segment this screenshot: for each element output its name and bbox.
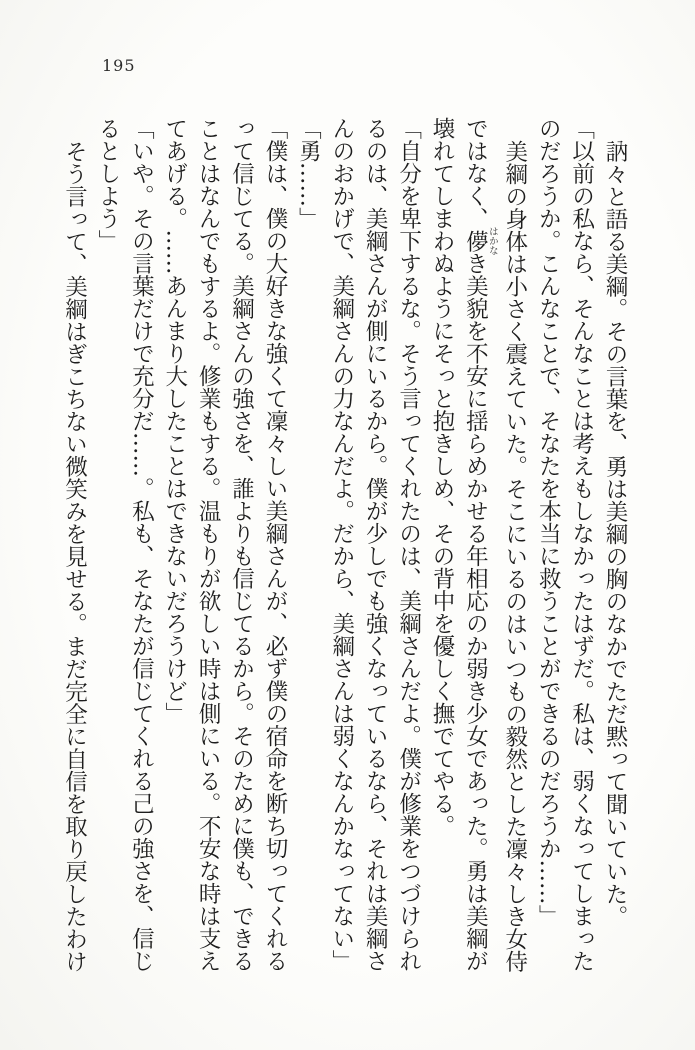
text-column: ではなく、儚はかなき美貌を不安に揺らめかせる年相応のか弱き少女であった。勇は美綱が xyxy=(462,117,498,972)
text-column: 「いや。その言葉だけで充分だ……。私も、そなたが信じてくれる己の強さを、信じ xyxy=(128,117,155,972)
text-column: るのは、美綱さんが側にいるから。僕が少しでも強くなっているなら、それは美綱さ xyxy=(362,117,389,972)
text-column: んのおかげで、美綱さんの力なんだよ。だから、美綱さんは弱くなんかなってない」 xyxy=(328,117,355,972)
text-column: 壊れてしまわぬようにそっと抱きしめ、その背中を優しく撫でてやる。 xyxy=(428,117,455,837)
text-column: 「勇……」 xyxy=(295,117,322,230)
page-number: 195 xyxy=(102,56,136,75)
text-column: るとしよう」 xyxy=(94,117,121,252)
text-column: 訥々と語る美綱。その言葉を、勇は美綱の胸のなかでただ黙って聞いていた。 xyxy=(602,139,628,927)
text-block xyxy=(57,117,631,979)
furigana-ruby: 儚はかな xyxy=(462,226,498,255)
text-column: のだろうか。こんなことで、そなたを本当に救うことができるのだろうか……」 xyxy=(535,117,562,927)
text-column: てあげる。……あんまり大したことはできないだろうけど」 xyxy=(161,117,188,725)
text-column: って信じてる。美綱さんの強さを、誰よりも信じてるから。そのために僕も、できる xyxy=(228,117,255,972)
text-column: 「自分を卑下するな。そう言ってくれたのは、美綱さんだよ。僕が修業をつづけられ xyxy=(395,117,422,972)
text-column: 「以前の私なら、そんなことは考えもしなかったはずだ。私は、弱くなってしまった xyxy=(568,117,595,972)
text-column: そう言って、美綱はぎこちない微笑みを見せる。まだ完全に自信を取り戻したわけ xyxy=(61,139,88,972)
text-column: 「僕は、僕の大好きな強くて凜々しい美綱さんが、必ず僕の宿命を断ち切ってくれる xyxy=(261,117,288,972)
text-column: ことはなんでもするよ。修業もする。温もりが欲しい時は側にいる。不安な時は支え xyxy=(195,117,222,972)
text-column: 美綱の身体は小さく震えていた。そこにいるのはいつもの毅然とした凜々しき女侍 xyxy=(501,139,528,972)
